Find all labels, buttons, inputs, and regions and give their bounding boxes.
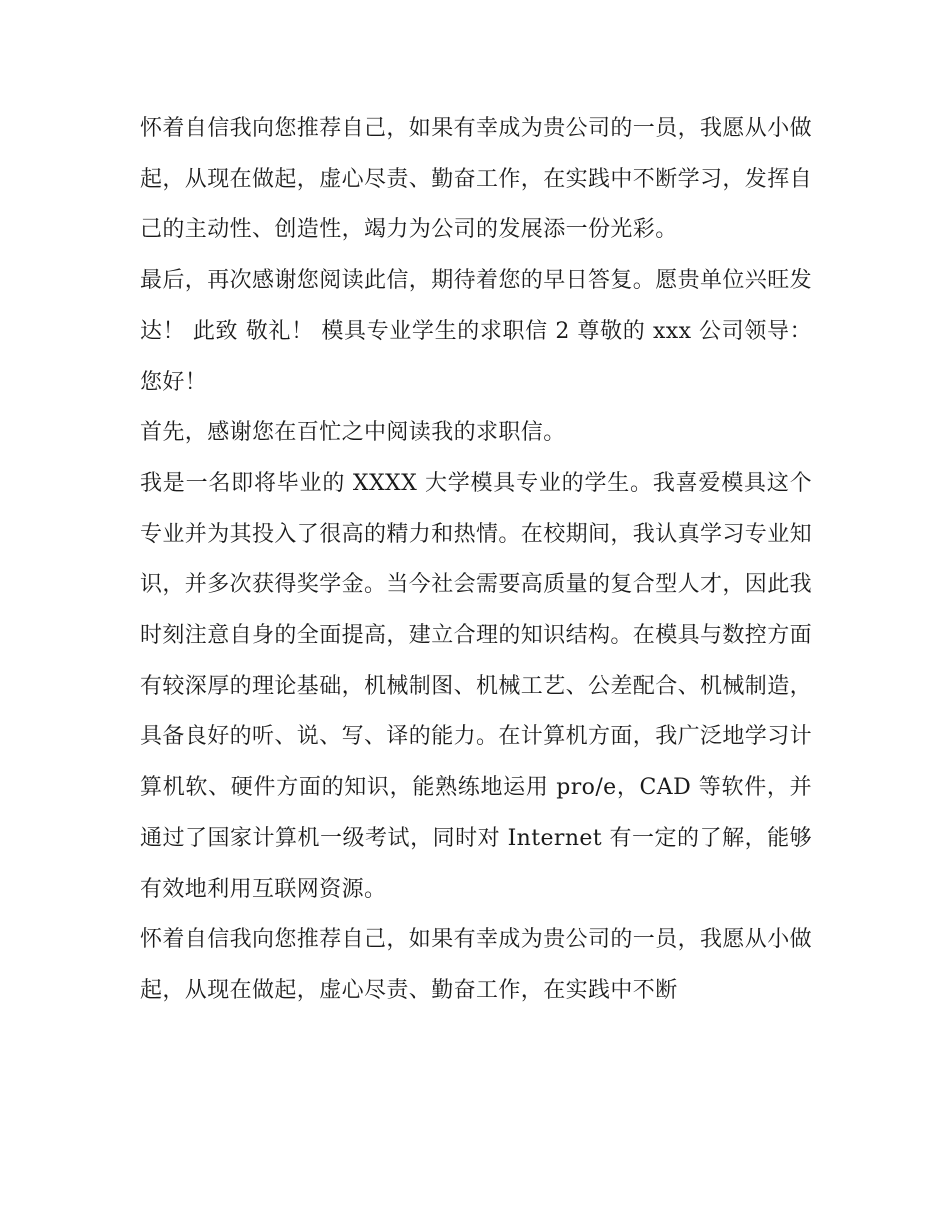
document-body xyxy=(140,104,812,1017)
paragraph-closing-intent: 怀着自信我向您推荐自己，如果有幸成为贵公司的一员，我愿从小做起，从现在做起，虚心尽责、勤奋工作，在实践中不断学习，发挥自己的主动性、创造性，竭力为公司的发展添一份光彩。 xyxy=(140,116,813,243)
paragraph-thanks-and-greeting: 最后，再次感谢您阅读此信，期待着您的早日答复。愿贵单位兴旺发达！ 此致 敬礼！ 模具专业学生的求职信 2 尊敬的 xxx 公司领导： 您好！ xyxy=(140,268,813,395)
paragraph-self-introduction: 我是一名即将毕业的 XXXX 大学模具专业的学生。我喜爱模具这个专业并为其投入了很高的精力和热情。在校期间，我认真学习专业知识，并多次获得奖学金。当今社会需要高质量的复合型人才，因此我时刻注意自身的全面提高，建立合理的知识结构。在模具与数控方面有较深厚的理论基础，机械制图、机械工艺、公差配合、机械制造，具备良好的听、说、写、译的能力。在计算机方面，我广泛地学习计算机软、硬件方面的知识，能熟练地运用 pro/e，CAD 等软件，并通过了国家计算机一级考试，同时对 Internet 有一定的了解，能够有效地利用互联网资源。 xyxy=(140,470,813,902)
paragraph-closing-intent-repeat: 怀着自信我向您推荐自己，如果有幸成为贵公司的一员，我愿从小做起，从现在做起，虚心尽责、勤奋工作，在实践中不断 xyxy=(140,927,813,1003)
paragraph-opening: 首先，感谢您在百忙之中阅读我的求职信。 xyxy=(140,420,566,446)
